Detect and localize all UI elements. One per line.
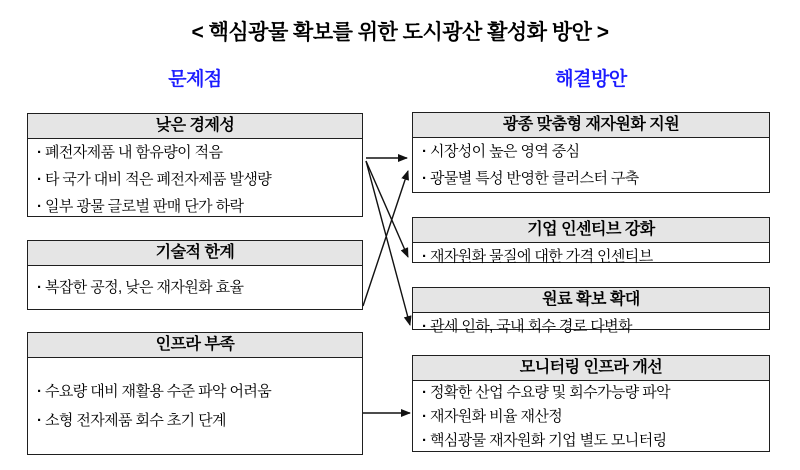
diagram-title: < 핵심광물 확보를 위한 도시광산 활성화 방안 >	[191, 21, 609, 44]
solution-box-monitoring	[412, 355, 770, 452]
box-body	[413, 243, 769, 270]
problems-column-label: 문제점	[168, 69, 222, 90]
solution-box-mineral-support	[412, 112, 770, 193]
connection-arrow-problem-low-economics-to-solution-incentive	[366, 161, 408, 257]
box-body	[28, 139, 362, 220]
bullet-item: · 수요량 대비 재활용 수준 파악 어려움	[37, 377, 358, 406]
solution-box-incentive	[412, 217, 770, 263]
bullet-item: · 핵심광물 재자원화 기업 별도 모니터링	[422, 429, 765, 453]
bullet-item: · 복잡한 공정, 낮은 재자원화 효율	[37, 274, 358, 301]
bullet-item: · 정확한 산업 수요량 및 회수가능량 파악	[422, 381, 765, 405]
bullet-item: · 일부 광물 글로벌 판매 단가 하락	[37, 193, 358, 220]
box-body	[413, 138, 769, 192]
problem-box-low-economics	[27, 113, 363, 217]
box-header: 원료 확보 확대	[413, 288, 769, 313]
box-body	[413, 313, 769, 340]
bullet-item: · 소형 전자제품 회수 초기 단계	[37, 406, 358, 435]
solution-box-raw-material	[412, 287, 770, 335]
box-header: 낮은 경제성	[28, 114, 362, 139]
bullet-item: · 광물별 특성 반영한 클러스터 구축	[422, 165, 765, 192]
box-header: 모니터링 인프라 개선	[413, 356, 769, 381]
box-body	[413, 381, 769, 453]
box-header: 광종 맞춤형 재자원화 지원	[413, 113, 769, 138]
problem-box-infra-lack	[27, 332, 363, 455]
bullet-item: · 관세 인하, 국내 회수 경로 다변화	[422, 313, 765, 340]
bullet-item: · 타 국가 대비 적은 폐전자제품 발생량	[37, 166, 358, 193]
bullet-item: · 재자원화 비율 재산정	[422, 405, 765, 429]
box-header: 기술적 한계	[28, 241, 362, 266]
connection-arrow-problem-low-economics-to-solution-raw-material	[366, 161, 410, 325]
problem-box-tech-limit	[27, 240, 363, 310]
solutions-column-label: 해결방안	[555, 69, 627, 90]
box-header: 인프라 부족	[28, 333, 362, 358]
bullet-item: · 시장성이 높은 영역 중심	[422, 138, 765, 165]
connection-arrow-problem-tech-limit-to-solution-mineral-support	[363, 171, 408, 306]
bullet-item: · 폐전자제품 내 함유량이 적음	[37, 139, 358, 166]
bullet-item: · 재자원화 물질에 대한 가격 인센티브	[422, 243, 765, 270]
box-header: 기업 인센티브 강화	[413, 218, 769, 243]
box-body	[28, 358, 362, 454]
box-body	[28, 266, 362, 309]
